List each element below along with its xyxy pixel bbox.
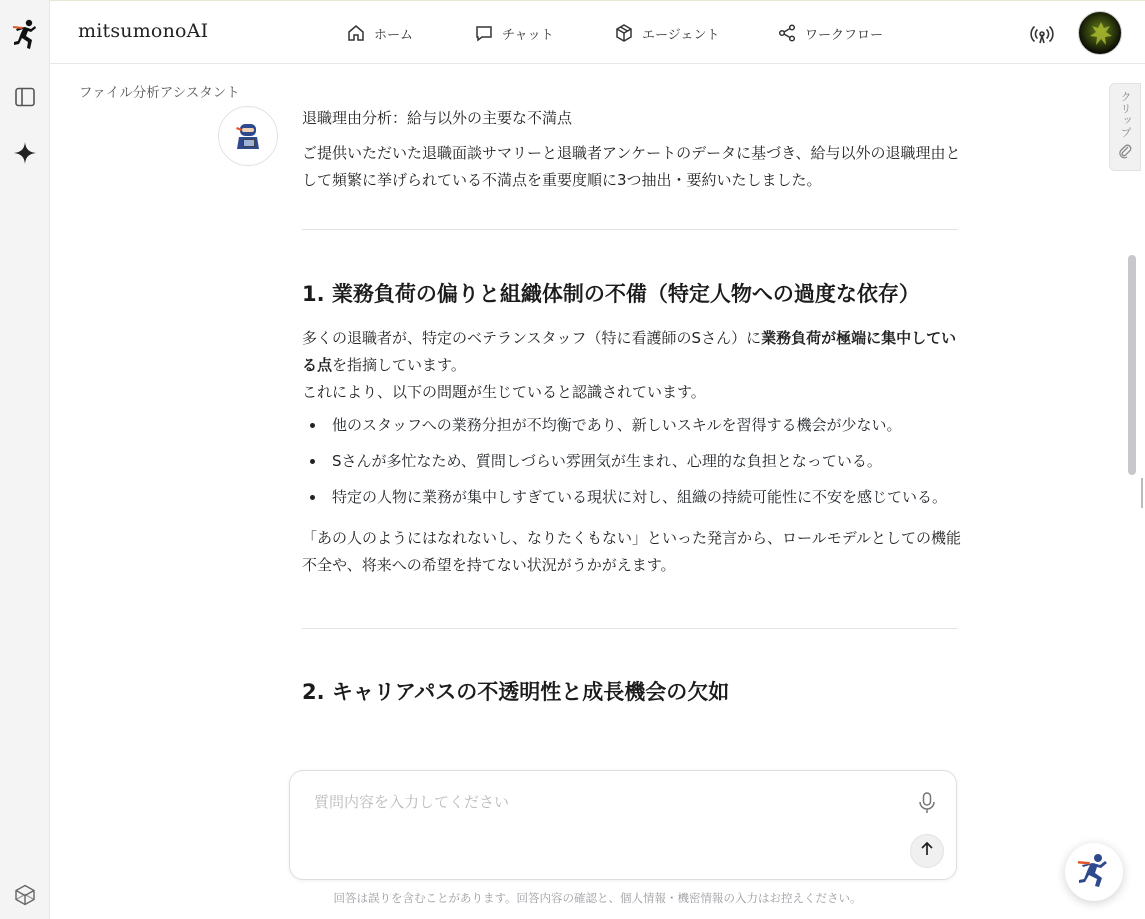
message-intro: ご提供いただいた退職面談サマリーと退職者アンケートのデータに基づき、給与以外の退職理由として頻繁に挙げられている不満点を重要度順に3つ抽出・要約いたしました。 (302, 144, 961, 189)
list-item: Sさんが多忙なため、質問しづらい雰囲気が生まれ、心理的な負担となっている。 (302, 448, 962, 475)
resize-handle[interactable] (1141, 478, 1143, 508)
home-icon (346, 23, 366, 43)
section1-text-a: 多くの退職者が、特定のベテランスタッフ（特に看護師のSさん）に (302, 329, 762, 347)
share-nodes-icon (777, 23, 797, 43)
brand-logo[interactable]: mitsumonoAI (78, 20, 209, 42)
assistant-message (302, 106, 962, 707)
microphone-icon[interactable] (916, 791, 938, 815)
disclaimer-text: 回答は誤りを含むことがあります。回答内容の確認と、個人情報・機密情報の入力はお控えください。 (333, 891, 862, 905)
package-icon (614, 23, 634, 43)
section1-text-bold: 業務負荷が極端に集中している点 (302, 329, 957, 374)
nav-workflow-label: ワークフロー (805, 27, 884, 43)
top-header (50, 0, 1145, 64)
section1-quote-paragraph: 「あの人のようにはなれないし、なりたくもない」といった発言から、ロールモデルとしての機能不全や、将来への希望を持てない状況がうかがえます。 (302, 529, 961, 574)
nav-home[interactable] (346, 21, 413, 45)
arrow-up-icon (918, 840, 936, 862)
cube-icon[interactable] (11, 881, 39, 909)
sparkle-icon[interactable] (11, 139, 39, 167)
left-rail (0, 0, 50, 919)
broadcast-icon[interactable] (1030, 21, 1054, 45)
clip-panel-tab[interactable] (1109, 83, 1141, 171)
chat-input-box (289, 770, 957, 880)
list-item: 他のスタッフへの業務分担が不均衡であり、新しいスキルを習得する機会が少ない。 (302, 412, 962, 439)
user-avatar[interactable] (1078, 11, 1122, 55)
sidebar-toggle-icon[interactable] (11, 83, 39, 111)
divider (302, 229, 958, 230)
nav-agent-label: エージェント (642, 27, 720, 43)
nav-workflow[interactable] (777, 21, 883, 45)
nav-chat-label: チャット (502, 27, 554, 43)
assistant-fab-button[interactable] (1065, 843, 1123, 901)
list-item: 特定の人物に業務が集中しすぎている現状に対し、組織の持続可能性に不安を感じている。 (302, 484, 962, 511)
chat-bubble-icon (474, 23, 494, 43)
section1-paragraph (302, 325, 962, 379)
section2-heading: 2. キャリアパスの不透明性と成長機会の欠如 (302, 680, 730, 704)
section1-bullet-list (302, 412, 962, 511)
section1-heading: 1. 業務負荷の偏りと組織体制の不備（特定人物への過度な依存） (302, 282, 920, 306)
nav-agent[interactable] (614, 21, 719, 45)
clip-tab-label: クリップ (1119, 91, 1132, 139)
nav-home-label: ホーム (374, 27, 414, 43)
message-title: 退職理由分析：給与以外の主要な不満点 (302, 109, 573, 127)
chat-input[interactable] (314, 791, 894, 831)
section1-text-b: を指摘しています。 (332, 356, 466, 374)
nav-chat[interactable] (474, 21, 554, 45)
assistant-avatar (218, 106, 278, 166)
paperclip-icon (1118, 143, 1132, 163)
runner-logo-icon[interactable] (11, 20, 39, 48)
breadcrumb: ファイル分析アシスタント (79, 85, 240, 101)
send-button[interactable] (910, 834, 944, 868)
runner-mascot-icon (1075, 851, 1113, 893)
divider (302, 628, 958, 629)
scrollbar-thumb[interactable] (1128, 255, 1136, 475)
section1-paragraph-2: これにより、以下の問題が生じていると認識されています。 (302, 383, 706, 401)
